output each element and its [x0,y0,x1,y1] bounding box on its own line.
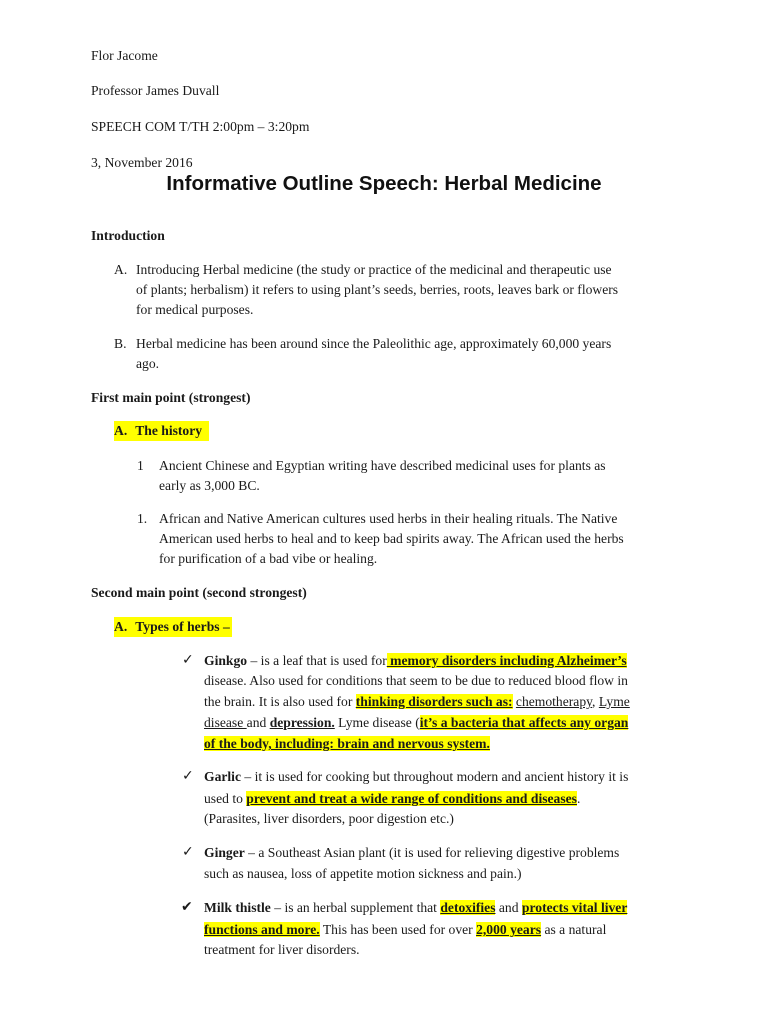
history-subheading [114,421,209,441]
list-marker: B. [114,336,127,351]
herb-line: such as nausea, loss of appetite motion sickness and pain.) [204,866,522,881]
herb-line [204,651,627,671]
subheading-text: The history [135,423,203,438]
page-title: Informative Outline Speech: Herbal Medicine [166,172,602,195]
list-marker: A. [114,619,128,634]
list-item-line: Herbal medicine has been around since the Paleolithic age, approximately 60,000 years [136,336,612,351]
herb-name-ginger: Ginger [204,845,245,860]
checkmark-icon: ✓ [182,844,194,860]
introduction-heading: Introduction [91,228,165,243]
author-name: Flor Jacome [91,48,158,63]
herb-line [204,767,628,787]
herb-text: the brain. It is also used for [204,694,356,709]
herb-line: (Parasites, liver disorders, poor digestion etc.) [204,811,454,826]
highlight-text: it’s a bacteria that affects any organ [419,715,629,730]
underlined-text: depression. [269,715,335,730]
highlight-text: detoxifies [440,900,496,915]
list-item-line: Introducing Herbal medicine (the study or practice of the medicinal and therapeutic use [136,262,612,277]
first-point-heading: First main point (strongest) [91,390,251,405]
herb-text: and [495,900,522,915]
herb-text: This has been used for over [319,922,477,937]
list-marker: A. [114,262,128,277]
highlight-text: 2,000 years [476,922,542,937]
highlight-text: thinking disorders such as: [355,694,513,709]
herb-line: treatment for liver disorders. [204,942,360,957]
herb-text: – is an herbal supplement that [270,900,441,915]
list-item-line: African and Native American cultures used herbs in their healing rituals. The Native [159,511,618,526]
list-item-line: ago. [136,356,160,371]
herb-text: Lyme disease ( [334,715,420,730]
list-marker: 1 [137,458,144,473]
list-item-line: for medical purposes. [136,302,254,317]
list-item-line: of plants; herbalism) it refers to using plant’s seeds, berries, roots, leaves bark or flowers [136,282,619,297]
herb-text: used to [204,791,247,806]
date-line: 3, November 2016 [91,155,193,170]
herb-name-milk-thistle: Milk thistle [204,900,271,915]
checkmark-icon: ✓ [182,768,194,784]
herb-line [204,692,630,712]
highlight-text: memory disorders including Alzheimer’s [386,653,627,668]
list-item-line: for purification of a bad vibe or healing. [159,551,378,566]
second-point-heading: Second main point (second strongest) [91,585,307,600]
herb-line [204,843,619,863]
list-marker: A. [114,423,128,438]
herb-line [204,713,628,733]
herb-text: . [576,791,581,806]
highlight-text: prevent and treat a wide range of conditions and diseases [246,791,577,806]
list-marker: 1. [137,511,148,526]
herb-name-ginkgo: Ginkgo [204,653,248,668]
herb-line [204,898,627,918]
herb-line: disease. Also used for conditions that seem to be due to reduced blood flow in [204,673,628,688]
highlight-text: protects vital liver [521,900,628,915]
highlight-text: of the body, including: brain and nervous system. [204,736,490,751]
herb-text: – is a leaf that is used for [247,653,387,668]
herb-text: and [246,715,270,730]
herb-name-garlic: Garlic [204,769,241,784]
herb-line [204,734,490,754]
herb-text: – a Southeast Asian plant (it is used for relieving digestive problems [244,845,620,860]
types-subheading [114,617,232,637]
underlined-text: chemotherapy [515,694,593,709]
list-item-line: early as 3,000 BC. [159,478,260,493]
list-item-line: American used herbs to heal and to keep bad spirits away. The African used the herbs [159,531,624,546]
herb-line [204,920,606,940]
highlight-text: functions and more. [204,922,320,937]
checkmark-icon: ✔ [181,899,193,915]
professor-name: Professor James Duvall [91,83,220,98]
herb-text: – it is used for cooking but throughout modern and ancient history it is [241,769,629,784]
subheading-text: Types of herbs – [135,619,230,634]
checkmark-icon: ✓ [182,652,194,668]
herb-line [204,789,580,809]
herb-text: , [592,694,599,709]
list-item-line: Ancient Chinese and Egyptian writing have described medicinal uses for plants as [159,458,606,473]
underlined-text: Lyme [598,694,630,709]
herb-text: as a natural [541,922,607,937]
underlined-text: disease [204,715,247,730]
course-info: SPEECH COM T/TH 2:00pm – 3:20pm [91,119,310,134]
